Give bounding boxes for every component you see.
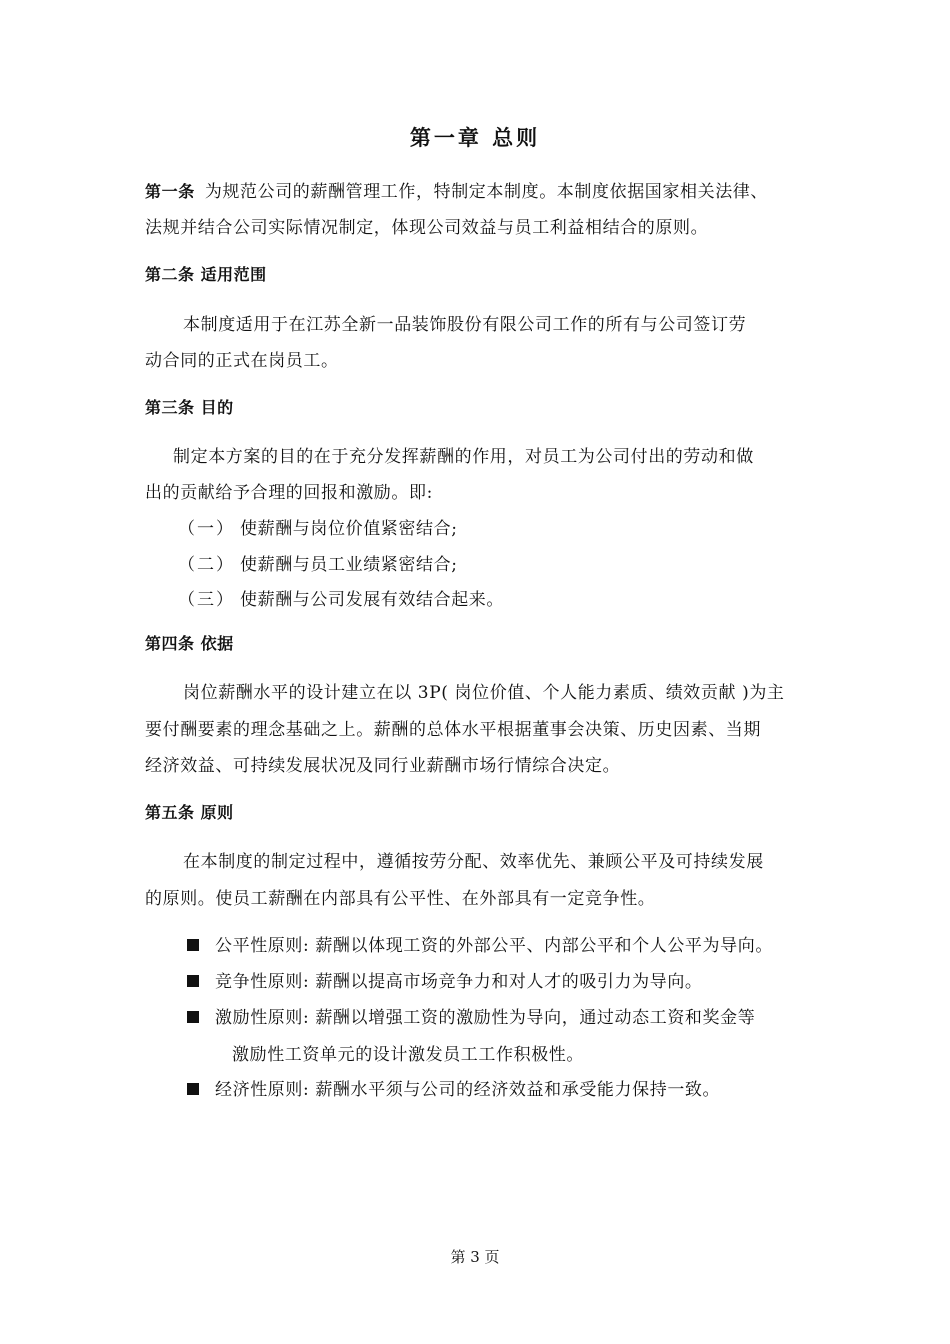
bullet-item-continuation: 激励性工资单元的设计激发员工工作积极性。 [232,1045,584,1065]
article-3-line-2: 出的贡献给予合理的回报和激励。即: [145,483,433,503]
article-2-heading: 第二条 适用范围 [145,265,267,284]
list-item [178,514,458,539]
article-2-line-1: 本制度适用于在江苏全新一品装饰股份有限公司工作的所有与公司签订劳 [183,315,747,335]
article-4-line-2: 要付酬要素的理念基础之上。薪酬的总体水平根据董事会决策、历史因素、当期 [145,720,761,740]
article-4-heading: 第四条 依据 [145,634,234,653]
list-item-number: （一） [178,519,235,539]
bullet-square-icon [187,975,199,987]
article-1-label: 第一条 [145,182,195,201]
article-3-line-1: 制定本方案的目的在于充分发挥薪酬的作用，对员工为公司付出的劳动和做 [173,447,754,467]
article-5-line-2: 的原则。使员工薪酬在内部具有公平性、在外部具有一定竞争性。 [145,889,656,909]
bullet-text: 经济性原则: 薪酬水平须与公司的经济效益和承受能力保持一致。 [215,1080,721,1100]
article-1-line-2: 法规并结合公司实际情况制定，体现公司效益与员工利益相结合的原则。 [145,218,709,238]
chapter-title: 第一章 总则 [409,126,541,150]
article-3-heading: 第三条 目的 [145,398,234,417]
bullet-square-icon [187,1011,199,1023]
bullet-item [187,931,773,956]
list-item-number: （二） [178,555,235,575]
bullet-text: 公平性原则: 薪酬以体现工资的外部公平、内部公平和个人公平为导向。 [215,936,773,956]
bullet-square-icon [187,939,199,951]
bullet-item [187,1075,720,1100]
list-item [178,550,458,575]
article-5-line-1: 在本制度的制定过程中，遵循按劳分配、效率优先、兼顾公平及可持续发展 [183,852,764,872]
bullet-square-icon [187,1083,199,1095]
bullet-text: 竞争性原则: 薪酬以提高市场竞争力和对人才的吸引力为导向。 [215,972,703,992]
article-4-line-3: 经济效益、可持续发展状况及同行业薪酬市场行情综合决定。 [145,756,621,776]
list-item-text: 使薪酬与公司发展有效结合起来。 [240,590,504,610]
list-item [178,585,504,610]
article-5-heading: 第五条 原则 [145,803,234,822]
bullet-item [187,1003,755,1028]
list-item-text: 使薪酬与岗位价值紧密结合; [240,519,458,539]
list-item-text: 使薪酬与员工业绩紧密结合; [240,555,458,575]
page-number: 第 3 页 [450,1248,500,1266]
article-4-line-1: 岗位薪酬水平的设计建立在以 3P( 岗位价值、个人能力素质、绩效贡献 )为主 [183,683,785,703]
article-2-line-2: 动合同的正式在岗员工。 [145,351,339,371]
list-item-number: （三） [178,590,235,610]
article-1-line-1 [145,177,768,202]
bullet-text: 激励性原则: 薪酬以增强工资的激励性为导向，通过动态工资和奖金等 [215,1008,756,1028]
bullet-item [187,967,703,992]
article-1-text-1: 为规范公司的薪酬管理工作，特制定本制度。本制度依据国家相关法律、 [204,182,769,202]
